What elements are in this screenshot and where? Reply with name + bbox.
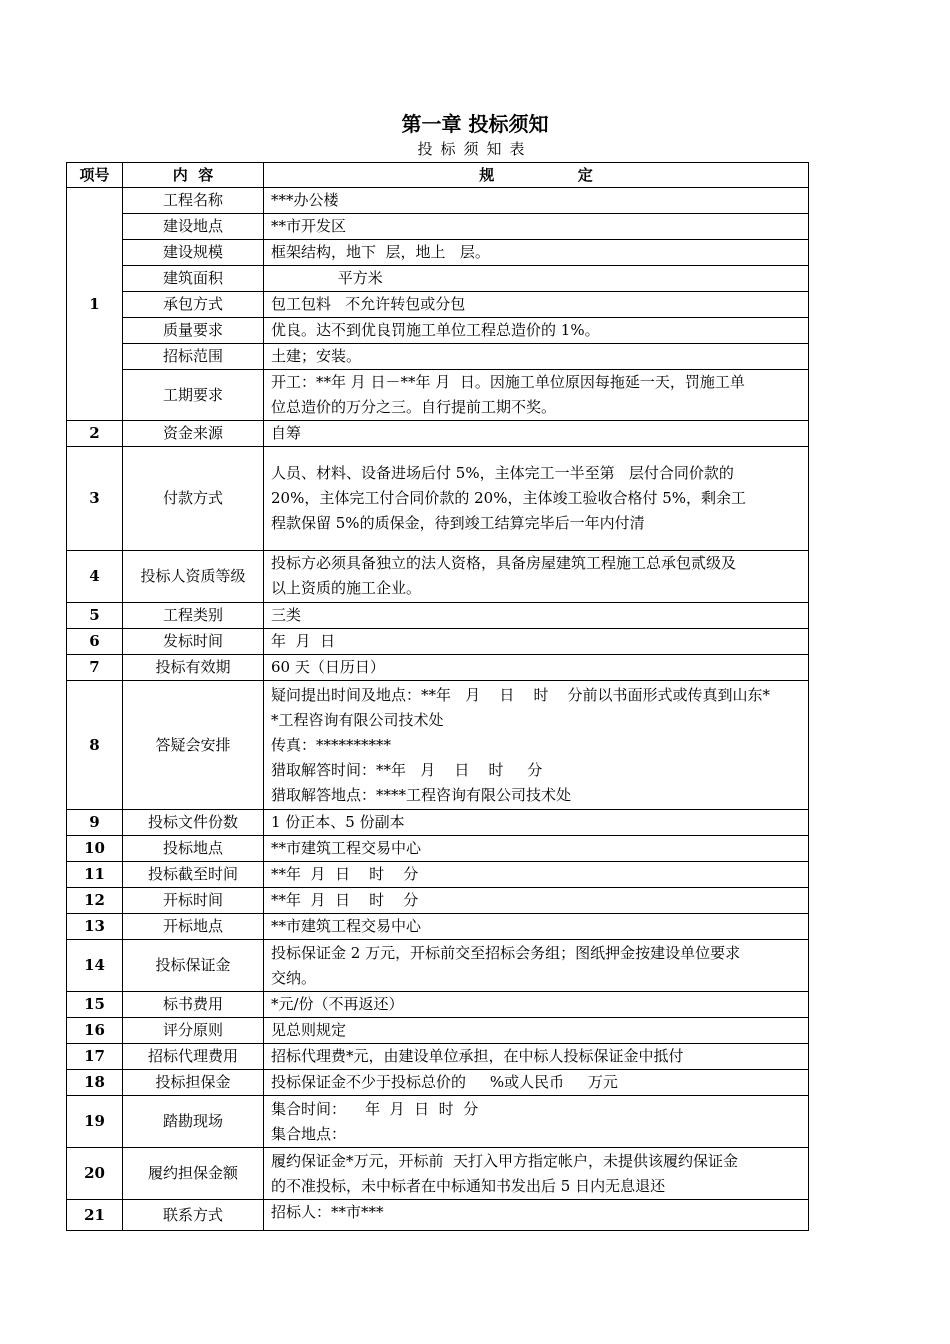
row-rule: [264, 888, 809, 914]
table-row: [67, 214, 809, 240]
rule-line: 1 份正本、5 份副本: [271, 813, 405, 831]
table-row: [67, 940, 809, 992]
rule-line: 开工：**年 月 日－**年 月 日。因施工单位原因每拖延一天，罚施工单: [271, 373, 745, 391]
row-number: 9: [67, 810, 123, 836]
rule-line: 投标方必须具备独立的法人资格，具备房屋建筑工程施工总承包贰级及: [271, 554, 737, 572]
table-row: [67, 1018, 809, 1044]
row-rule: [264, 629, 809, 655]
rule-line: 20%，主体完工付合同价款的 20%，主体竣工验收合格付 5%，剩余工: [271, 489, 747, 507]
rule-line: 60 天（日历日）: [271, 658, 385, 676]
table-row: [67, 810, 809, 836]
row-rule: [264, 240, 809, 266]
row-rule: [264, 421, 809, 447]
row-rule: [264, 551, 809, 603]
table-row: [67, 1200, 809, 1231]
rule-line: 的不准投标，未中标者在中标通知书发出后 5 日内无息退还: [271, 1176, 666, 1195]
row-item: 投标文件份数: [123, 810, 264, 836]
row-rule: [264, 188, 809, 214]
row-number: 6: [67, 629, 123, 655]
row-number: 19: [67, 1096, 123, 1148]
rule-line: **市建筑工程交易中心: [271, 917, 422, 935]
table-row: [67, 992, 809, 1018]
rule-line: 以上资质的施工企业。: [271, 579, 422, 597]
row-item: 踏勘现场: [123, 1096, 264, 1148]
table-row: [67, 240, 809, 266]
row-number: 4: [67, 551, 123, 603]
table-row: [67, 1096, 809, 1148]
table-row: [67, 836, 809, 862]
table-row: [67, 188, 809, 214]
table-row: [67, 681, 809, 810]
table-row: [67, 318, 809, 344]
rule-line: 三类: [271, 606, 302, 624]
table-row: [67, 344, 809, 370]
rule-line: 土建；安装。: [271, 347, 362, 365]
row-item: 工程名称: [123, 188, 264, 214]
row-number: 20: [67, 1148, 123, 1200]
table-row: [67, 1044, 809, 1070]
row-rule: [264, 1018, 809, 1044]
table-row: [67, 292, 809, 318]
row-number: 12: [67, 888, 123, 914]
row-item: 投标保证金: [123, 940, 264, 992]
row-number: 17: [67, 1044, 123, 1070]
row-item: 质量要求: [123, 318, 264, 344]
table-subtitle: 投标须知表: [417, 140, 533, 158]
row-item: 建设地点: [123, 214, 264, 240]
rule-line: 见总则规定: [271, 1021, 347, 1039]
row-item: 发标时间: [123, 629, 264, 655]
table-row: [67, 370, 809, 421]
row-number: 11: [67, 862, 123, 888]
row-item: 投标担保金: [123, 1070, 264, 1096]
rule-line: **市建筑工程交易中心: [271, 839, 422, 857]
row-rule: [264, 1148, 809, 1200]
row-item: 承包方式: [123, 292, 264, 318]
header-rule: 规 定: [264, 163, 809, 188]
row-rule: [264, 810, 809, 836]
rule-line: 猎取解答时间：**年 月 日 时 分: [271, 760, 543, 779]
rule-line: 框架结构，地下 层，地上 层。: [271, 243, 490, 261]
row-rule: [264, 940, 809, 992]
row-item: 履约担保金额: [123, 1148, 264, 1200]
row-rule: [264, 836, 809, 862]
row-number: 5: [67, 603, 123, 629]
table-row: [67, 266, 809, 292]
rule-line: 集合时间： 年 月 日 时 分: [271, 1099, 479, 1118]
row-number: 7: [67, 655, 123, 681]
rule-line: **市开发区: [271, 217, 347, 235]
row-item: 标书费用: [123, 992, 264, 1018]
bidding-notice-table: [66, 162, 809, 1231]
row-item: 投标地点: [123, 836, 264, 862]
row-item: 评分原则: [123, 1018, 264, 1044]
table-row: [67, 551, 809, 603]
rule-line: 交纳。: [271, 968, 317, 987]
row-item: 开标地点: [123, 914, 264, 940]
row-rule: [264, 370, 809, 421]
row-item: 工期要求: [123, 370, 264, 421]
rule-line: 招标代理费*元，由建设单位承担，在中标人投标保证金中抵付: [271, 1047, 684, 1065]
table-row: [67, 862, 809, 888]
row-rule: [264, 344, 809, 370]
rule-line: 猎取解答地点：****工程咨询有限公司技术处: [271, 785, 572, 804]
row-rule: [264, 318, 809, 344]
row-item: 投标有效期: [123, 655, 264, 681]
row-item: 付款方式: [123, 447, 264, 551]
table-row: [67, 914, 809, 940]
table-header-row: [67, 163, 809, 188]
row-item: 招标代理费用: [123, 1044, 264, 1070]
rule-line: 包工包料 不允许转包或分包: [271, 295, 466, 313]
rule-line: 年 月 日: [271, 632, 336, 650]
rule-line: 平方米: [271, 269, 383, 287]
rule-line: ***办公楼: [271, 191, 339, 209]
row-number: 1: [67, 188, 123, 421]
table-row: [67, 655, 809, 681]
row-rule: [264, 1200, 809, 1231]
table-row: [67, 888, 809, 914]
row-rule: [264, 214, 809, 240]
row-rule: [264, 447, 809, 551]
rule-line: *元/份（不再返还）: [271, 995, 404, 1013]
row-number: 14: [67, 940, 123, 992]
row-item: 投标人资质等级: [123, 551, 264, 603]
page-title: 第一章 投标须知: [401, 112, 549, 136]
rule-line: *工程咨询有限公司技术处: [271, 710, 444, 729]
row-rule: [264, 992, 809, 1018]
row-number: 18: [67, 1070, 123, 1096]
row-number: 2: [67, 421, 123, 447]
row-item: 招标范围: [123, 344, 264, 370]
row-rule: [264, 292, 809, 318]
table-row: [67, 629, 809, 655]
row-rule: [264, 862, 809, 888]
table-row: [67, 447, 809, 551]
rule-line: 传真：**********: [271, 735, 392, 754]
row-rule: [264, 1044, 809, 1070]
row-number: 10: [67, 836, 123, 862]
row-item: 建筑面积: [123, 266, 264, 292]
row-number: 21: [67, 1200, 123, 1231]
row-rule: [264, 266, 809, 292]
row-rule: [264, 1070, 809, 1096]
rule-line: 位总造价的万分之三。自行提前工期不奖。: [271, 398, 557, 416]
rule-line: 人员、材料、设备进场后付 5%，主体完工一半至第 层付合同价款的: [271, 464, 734, 482]
row-number: 15: [67, 992, 123, 1018]
table-row: [67, 603, 809, 629]
row-rule: [264, 914, 809, 940]
rule-line: 自筹: [271, 424, 302, 442]
row-number: 16: [67, 1018, 123, 1044]
header-number: 项号: [67, 163, 123, 188]
row-number: 13: [67, 914, 123, 940]
row-number: 3: [67, 447, 123, 551]
rule-line: 疑问提出时间及地点：**年 月 日 时 分前以书面形式或传真到山东*: [271, 685, 771, 704]
header-content: 内 容: [123, 163, 264, 188]
row-item: 工程类别: [123, 603, 264, 629]
table-row: [67, 1070, 809, 1096]
rule-line: 集合地点：: [271, 1124, 347, 1143]
rule-line: 履约保证金*万元，开标前 天打入甲方指定帐户，未提供该履约保证金: [271, 1151, 739, 1170]
row-item: 答疑会安排: [123, 681, 264, 810]
rule-line: 优良。达不到优良罚施工单位工程总造价的 1%。: [271, 321, 600, 339]
row-item: 资金来源: [123, 421, 264, 447]
table-row: [67, 1148, 809, 1200]
table-row: [67, 421, 809, 447]
row-rule: [264, 1096, 809, 1148]
row-item: 联系方式: [123, 1200, 264, 1231]
row-item: 投标截至时间: [123, 862, 264, 888]
rule-line: 投标保证金不少于投标总价的 %或人民币 万元: [271, 1073, 618, 1091]
row-rule: [264, 655, 809, 681]
row-rule: [264, 681, 809, 810]
row-rule: [264, 603, 809, 629]
row-item: 建设规模: [123, 240, 264, 266]
rule-line: 招标人：**市***: [271, 1203, 384, 1221]
rule-line: 程款保留 5%的质保金，待到竣工结算完毕后一年内付清: [271, 514, 645, 532]
row-number: 8: [67, 681, 123, 810]
rule-line: **年 月 日 时 分: [271, 891, 419, 909]
rule-line: 投标保证金 2 万元，开标前交至招标会务组；图纸押金按建设单位要求: [271, 943, 741, 962]
rule-line: **年 月 日 时 分: [271, 865, 419, 883]
row-item: 开标时间: [123, 888, 264, 914]
